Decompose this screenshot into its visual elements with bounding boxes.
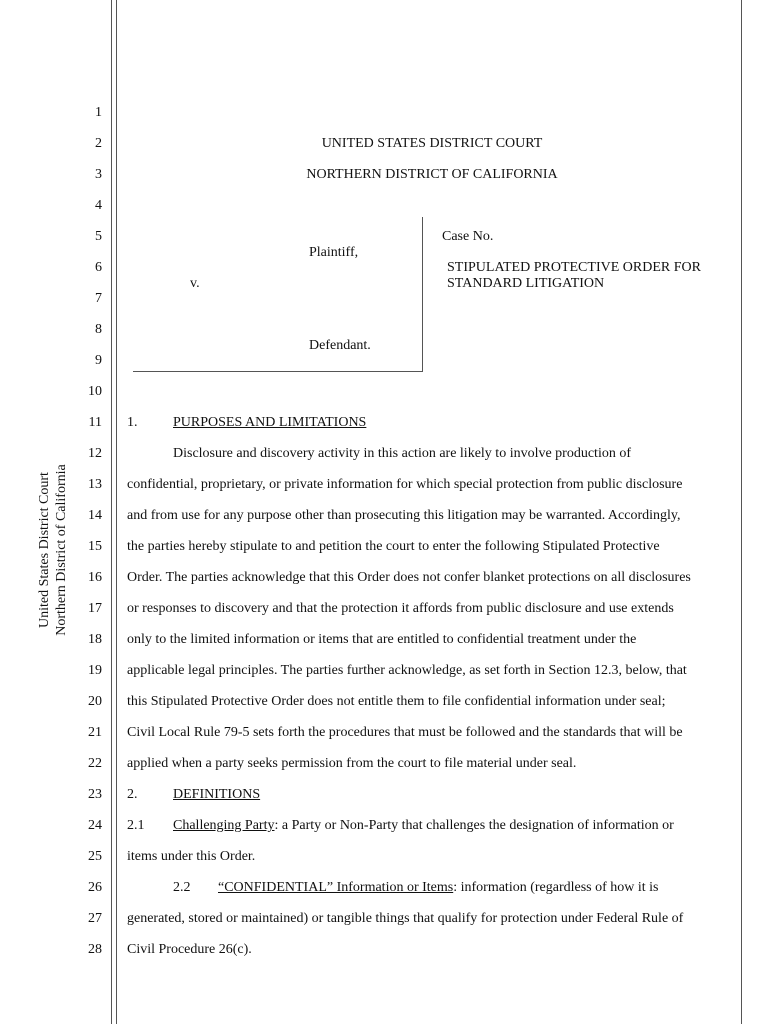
section-2-heading: DEFINITIONS <box>173 787 261 802</box>
line-number: 27 <box>88 911 102 926</box>
definition-2-1 <box>173 818 674 834</box>
definition-2-2 <box>218 880 659 896</box>
definition-2-2-continued-1: generated, stored or maintained) or tangible things that qualify for protection under Federal Rule of <box>127 911 684 926</box>
body-line: Civil Local Rule 79-5 sets forth the procedures that must be followed and the standards that will be <box>127 725 683 740</box>
line-number: 23 <box>88 787 102 802</box>
section-2-number: 2. <box>127 787 138 802</box>
line-number: 2 <box>95 136 102 151</box>
definition-2-2-text: : information (regardless of how it is <box>453 880 659 895</box>
versus-label: v. <box>190 276 200 291</box>
left-margin-rule-inner <box>116 0 117 1024</box>
line-number: 17 <box>88 601 102 616</box>
definition-2-2-continued-2: Civil Procedure 26(c). <box>127 942 252 957</box>
side-caption-court: United States District Court <box>37 472 52 628</box>
right-margin-rule <box>741 0 742 1024</box>
line-number: 5 <box>95 229 102 244</box>
line-number: 14 <box>88 508 102 523</box>
line-number: 6 <box>95 260 102 275</box>
line-number: 21 <box>88 725 102 740</box>
definition-2-1-text: : a Party or Non-Party that challenges the designation of information or <box>274 818 674 833</box>
order-title-line-1: STIPULATED PROTECTIVE ORDER FOR <box>447 260 701 275</box>
line-number: 9 <box>95 353 102 368</box>
line-number: 16 <box>88 570 102 585</box>
line-number: 7 <box>95 291 102 306</box>
line-number: 3 <box>95 167 102 182</box>
line-number: 24 <box>88 818 102 833</box>
body-line: applied when a party seeks permission from the court to file material under seal. <box>127 756 577 771</box>
definition-2-2-number: 2.2 <box>173 880 191 895</box>
line-number: 19 <box>88 663 102 678</box>
definition-2-1-term: Challenging Party <box>173 818 275 833</box>
line-number: 4 <box>95 198 102 213</box>
section-1-heading: PURPOSES AND LIMITATIONS <box>173 415 367 430</box>
line-number: 10 <box>88 384 102 399</box>
definition-2-1-number: 2.1 <box>127 818 145 833</box>
defendant-label: Defendant. <box>309 338 371 353</box>
definition-2-2-term: “CONFIDENTIAL” Information or Items <box>218 880 454 895</box>
line-number: 13 <box>88 477 102 492</box>
line-number: 22 <box>88 756 102 771</box>
section-1-number: 1. <box>127 415 138 430</box>
body-line: Order. The parties acknowledge that this Order does not confer blanket protections on all disclosures <box>127 570 691 585</box>
body-line: Disclosure and discovery activity in this action are likely to involve production of <box>173 446 632 461</box>
order-title-line-2: STANDARD LITIGATION <box>447 276 605 291</box>
caption-box-vertical-rule <box>422 217 423 372</box>
definition-2-1-continued: items under this Order. <box>127 849 256 864</box>
body-line: the parties hereby stipulate to and petition the court to enter the following Stipulated Protective <box>127 539 660 554</box>
line-number: 15 <box>88 539 102 554</box>
body-line: applicable legal principles. The parties further acknowledge, as set forth in Section 12.3, below, that <box>127 663 687 678</box>
line-number: 26 <box>88 880 102 895</box>
left-margin-rule-outer <box>111 0 112 1024</box>
court-district: NORTHERN DISTRICT OF CALIFORNIA <box>306 167 558 182</box>
line-number: 18 <box>88 632 102 647</box>
caption-box-bottom-rule <box>133 371 423 372</box>
side-caption-district: Northern District of California <box>54 464 69 636</box>
plaintiff-label: Plaintiff, <box>309 245 359 260</box>
line-number: 28 <box>88 942 102 957</box>
line-number: 11 <box>88 415 102 430</box>
court-name: UNITED STATES DISTRICT COURT <box>321 136 543 151</box>
line-number: 8 <box>95 322 102 337</box>
line-number: 25 <box>88 849 102 864</box>
line-number: 1 <box>95 105 102 120</box>
line-number: 12 <box>88 446 102 461</box>
body-line: this Stipulated Protective Order does not entitle them to file confidential information under seal; <box>127 694 666 709</box>
body-line: confidential, proprietary, or private information for which special protection from public disclosure <box>127 477 683 492</box>
case-number-label: Case No. <box>442 229 494 244</box>
body-line: and from use for any purpose other than prosecuting this litigation may be warranted. Accordingly, <box>127 508 681 523</box>
line-number: 20 <box>88 694 102 709</box>
body-line: or responses to discovery and that the protection it affords from public disclosure and use extends <box>127 601 674 616</box>
body-line: only to the limited information or items that are entitled to confidential treatment under the <box>127 632 637 647</box>
